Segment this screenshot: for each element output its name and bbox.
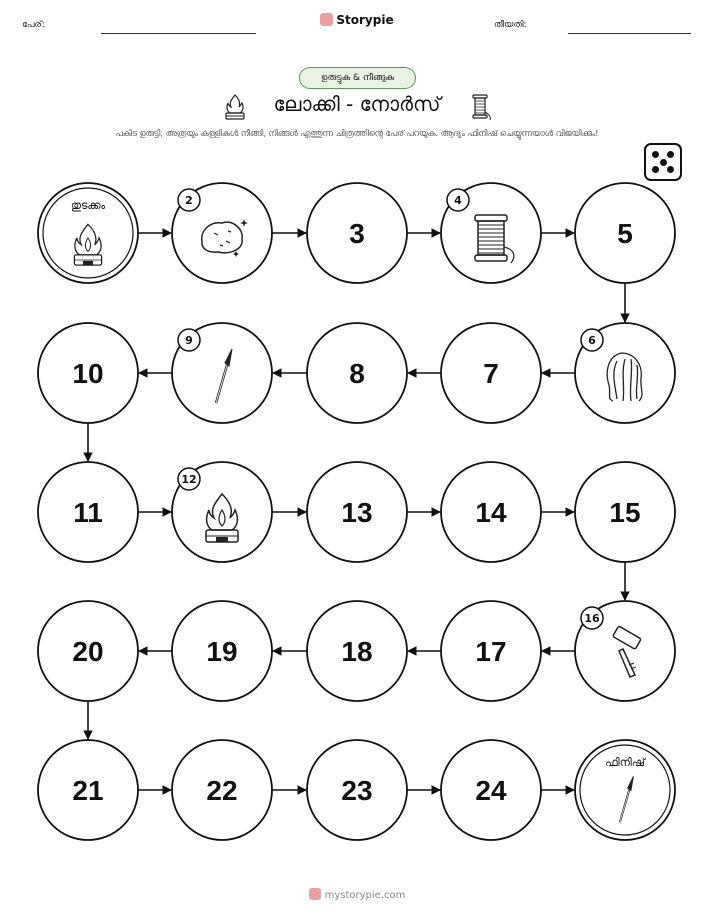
cell-number: 13 [341,497,373,528]
finish-label: ഫിനിഷ് [605,756,645,769]
board-cell-8 [307,323,407,423]
svg-text:4: 4 [454,194,462,207]
cell-number: 15 [609,497,641,528]
board-cell-15 [575,462,675,562]
board-cell-4 [441,183,541,283]
svg-text:9: 9 [185,334,193,347]
board-cell-7 [441,323,541,423]
cell-number-badge [178,329,200,351]
cell-number: 3 [349,218,365,249]
board-cell-12 [172,462,272,562]
board-cell-14 [441,462,541,562]
cell-number-badge [178,468,200,490]
cell-number: 7 [483,358,499,389]
cell-number: 17 [475,636,507,667]
activity-badge: ഉരുട്ടുക & നീങ്ങുക [299,67,416,89]
cell-number-badge [581,329,603,351]
footer-url: mystorypie.com [324,890,406,901]
cell-number: 10 [72,358,104,389]
cell-number: 14 [475,497,507,528]
svg-text:12: 12 [181,473,197,486]
board-cell-13 [307,462,407,562]
name-label: പേര്: [22,20,45,30]
board-cell-19 [172,601,272,701]
board-cell-3 [307,183,407,283]
board-cell-23 [307,740,407,840]
board-cell-18 [307,601,407,701]
board-cell-6 [575,323,675,423]
cell-number-badge [581,607,603,629]
start-cell [38,183,138,283]
board-cell-10 [38,323,138,423]
board-cell-11 [38,462,138,562]
cell-number-badge [178,189,200,211]
cell-number: 8 [349,358,365,389]
cell-number: 11 [73,497,103,528]
cell-number: 5 [617,218,633,249]
cell-number: 19 [206,636,238,667]
board-cell-16 [575,601,675,701]
page-title: ലോക്കി - നോർസ് [273,92,441,116]
board-cell-5 [575,183,675,283]
start-label: തുടക്കം [70,199,106,212]
date-label: തീയതി: [494,20,527,30]
finish-cell [575,740,675,840]
cell-number: 18 [341,636,373,667]
cell-number: 22 [206,775,238,806]
cell-number: 24 [475,775,507,806]
board-cell-20 [38,601,138,701]
cell-number: 23 [341,775,373,806]
cell-number: 21 [72,775,104,806]
svg-text:16: 16 [584,612,600,625]
storypie-logo-icon [309,888,321,900]
svg-text:2: 2 [185,194,193,207]
board-cell-9 [172,323,272,423]
instructions: പകിട ഉരുട്ടി, അത്രയും കള്ളികൾ നീങ്ങി, നിങ്ങൾ എത്തുന്ന ചിത്രത്തിന്റെ പേര് പറയുക. ആദ്യം ഫിനിഷ് ചെയ്യുന്നയാൾ വിജയിക്കും! [115,128,599,138]
board-cell-24 [441,740,541,840]
board-cell-21 [38,740,138,840]
cell-number: 20 [72,636,104,667]
board-cell-22 [172,740,272,840]
cell-number-badge [447,189,469,211]
board-cell-2 [172,183,272,283]
board-cell-17 [441,601,541,701]
svg-text:6: 6 [588,334,596,347]
footer [0,888,714,901]
brand-text: Storypie [336,13,394,27]
